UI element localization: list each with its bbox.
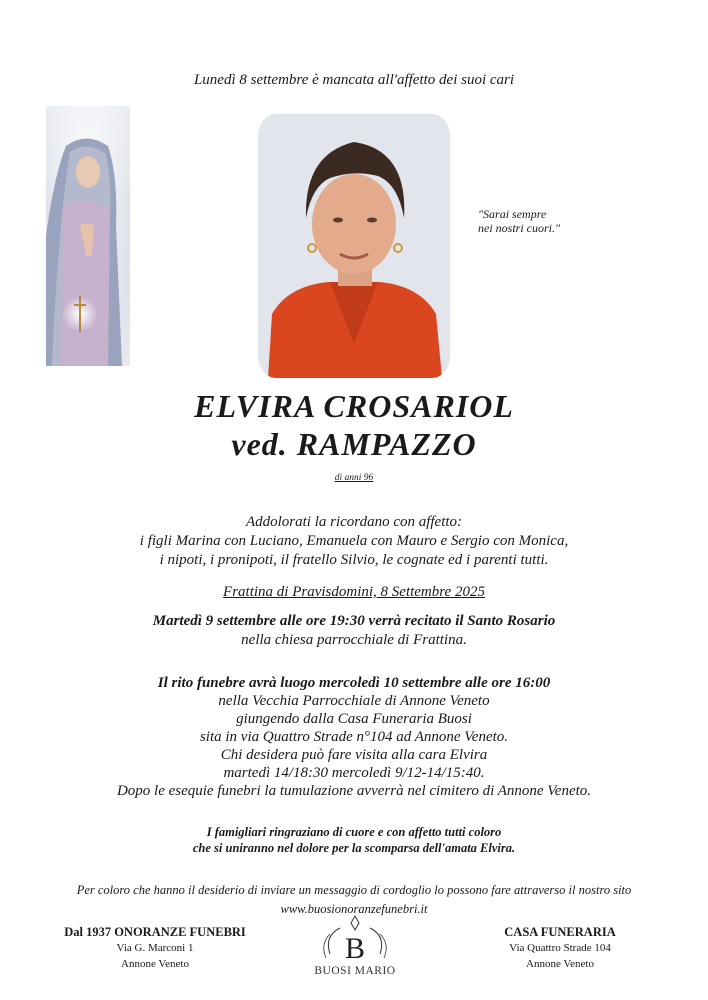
website-link[interactable]: www.buosionoranzefunebri.it (280, 902, 428, 916)
funeral-headline: Il rito funebre avrà luogo mercoledì 10 settembre alle ore 16:00 (157, 675, 551, 691)
mourners-line: Addolorati la ricordano con affetto: (245, 514, 463, 530)
funeral-line: sita in via Quattro Strade n°104 ad Annone Veneto. (199, 729, 509, 745)
footer-right-city: Annone Veneto (526, 958, 594, 970)
funeral-line: Chi desidera può fare visita alla cara Elvira (220, 747, 488, 763)
footer-left-city: Annone Veneto (121, 958, 189, 970)
footer-right-title: CASA FUNERARIA (504, 925, 616, 939)
quote-line: nei nostri cuori." (478, 221, 561, 235)
mourners-line: i nipoti, i pronipoti, il fratello Silvio, le cognate ed i parenti tutti. (159, 552, 549, 568)
funeral-line: giungendo dalla Casa Funeraria Buosi (236, 711, 472, 727)
condolence-text: Per coloro che hanno il desiderio di inviare un messaggio di cordoglio lo possono fare attraverso il nostro sito (76, 883, 632, 897)
logo-letter: B (344, 932, 366, 965)
deceased-age: di anni 96 (334, 473, 374, 483)
deceased-married-name: ved. RAMPAZZO (231, 426, 477, 462)
portrait-photo (258, 114, 450, 378)
thanks-block (0, 824, 708, 856)
footer-right-address: Via Quattro Strade 104 (509, 942, 611, 954)
footer-left-title: Dal 1937 ONORANZE FUNEBRI (64, 925, 246, 939)
rosary-block (0, 612, 708, 650)
footer-left-address: Via G. Marconi 1 (116, 942, 194, 954)
funeral-block (0, 674, 708, 800)
mourners-line: i figli Marina con Luciano, Emanuela con Mauro e Sergio con Monica, (139, 533, 569, 549)
funeral-line: Dopo le esequie funebri la tumulazione avverrà nel cimitero di Annone Veneto. (116, 783, 592, 799)
deceased-name: ELVIRA CROSARIOL (194, 388, 514, 424)
logo-emblem-icon (310, 914, 400, 966)
thanks-line: che si uniranno nel dolore per la scomparsa dell'amata Elvira. (192, 841, 516, 855)
thanks-line: I famigliari ringraziano di cuore e con affetto tutti coloro (206, 825, 502, 839)
funeral-line: nella Vecchia Parrocchiale di Annone Veneto (218, 693, 490, 709)
footer-funeral-home (445, 924, 675, 972)
rosary-location: nella chiesa parrocchiale di Frattina. (241, 632, 467, 648)
funeral-line: martedì 14/18:30 mercoledì 9/12-14/15:40. (223, 765, 485, 781)
logo-text: BUOSI MARIO (314, 965, 396, 977)
rosary-headline: Martedì 9 settembre alle ore 19:30 verrà recitato il Santo Rosario (152, 613, 556, 629)
intro-line: Lunedì 8 settembre è mancata all'affetto dei suoi cari (193, 72, 515, 88)
place-date: Frattina di Pravisdomini, 8 Settembre 2025 (223, 584, 485, 600)
memorial-quote (478, 207, 560, 235)
quote-line: "Sarai sempre (478, 207, 547, 221)
madonna-illustration (46, 106, 130, 366)
madonna-image (46, 106, 130, 366)
mourners-block (0, 513, 708, 570)
portrait-illustration (258, 114, 450, 378)
footer-funeral-services (30, 924, 280, 972)
